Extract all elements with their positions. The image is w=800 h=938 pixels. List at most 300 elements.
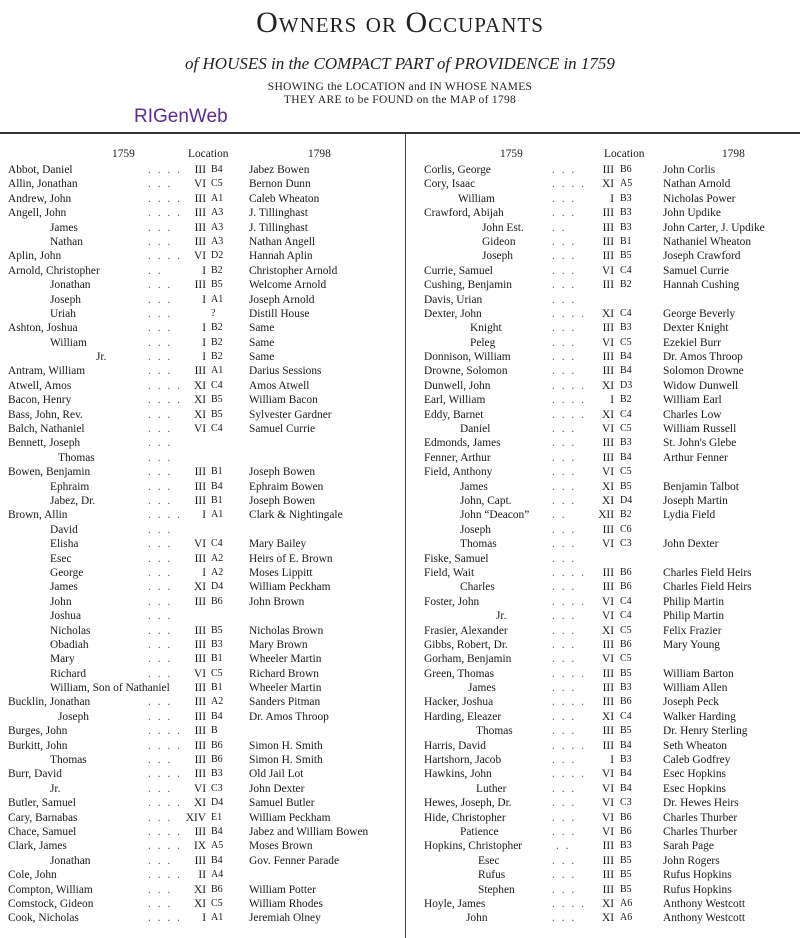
entry-grid: C3 bbox=[620, 797, 632, 809]
entry-name: Jabez, Dr. bbox=[50, 494, 96, 507]
entry-roman: VI bbox=[601, 768, 614, 781]
entry-name: Hawkins, John bbox=[424, 768, 492, 781]
entry-grid: B2 bbox=[211, 264, 223, 276]
entry-dots: . . . . bbox=[148, 250, 182, 263]
entry-owner-1798: Charles Thurber bbox=[663, 825, 738, 838]
entry-grid: B3 bbox=[211, 638, 223, 650]
entry-grid: B3 bbox=[620, 192, 632, 204]
entry-owner-1798: Sanders Pitman bbox=[249, 696, 321, 709]
entry-owner-1798: Caleb Godfrey bbox=[663, 754, 731, 767]
entry-owner-1798: John Corlis bbox=[663, 164, 716, 176]
entry-name: Frasier, Alexander bbox=[424, 624, 508, 637]
entry-roman: III bbox=[194, 365, 206, 378]
entry-owner-1798: Rufus Hopkins bbox=[663, 869, 732, 882]
entry-owner-1798: Nicholas Brown bbox=[249, 624, 324, 637]
entry-owner-1798: Richard Brown bbox=[249, 667, 319, 680]
entry-grid: B2 bbox=[620, 394, 632, 406]
entry-dots: . . . bbox=[552, 207, 577, 220]
rigenweb-logo: RIGenWeb bbox=[134, 106, 228, 127]
entry-name: Thomas bbox=[58, 451, 95, 464]
entry-name: Jonathan bbox=[50, 279, 91, 292]
header-rule bbox=[0, 132, 800, 134]
entry-owner-1798: William Peckham bbox=[249, 581, 331, 594]
entry-row bbox=[8, 796, 398, 810]
entry-row bbox=[8, 264, 398, 278]
entry-roman: III bbox=[194, 825, 206, 838]
entry-owner-1798: Nathan Arnold bbox=[663, 178, 731, 191]
entry-owner-1798: Wheeler Martin bbox=[249, 653, 322, 666]
entry-owner-1798: Dr. Amos Throop bbox=[249, 710, 329, 723]
entry-row bbox=[8, 293, 398, 307]
entry-roman: VI bbox=[193, 538, 206, 551]
entry-roman: VI bbox=[601, 466, 614, 479]
entry-dots: . . . bbox=[148, 365, 173, 378]
entry-grid: A1 bbox=[211, 509, 224, 521]
entry-dots: . . . bbox=[148, 854, 173, 867]
entry-name: Abbot, Daniel bbox=[8, 164, 73, 176]
entry-row bbox=[424, 796, 800, 810]
entry-name: Arnold, Christopher bbox=[8, 264, 100, 277]
entry-dots: . . . . bbox=[148, 379, 182, 392]
entry-owner-1798: Solomon Drowne bbox=[663, 365, 744, 378]
entry-grid: B4 bbox=[211, 164, 223, 175]
entry-owner-1798: Moses Lippitt bbox=[249, 566, 313, 579]
entry-name: Foster, John bbox=[424, 595, 480, 608]
entry-grid: B6 bbox=[620, 811, 632, 823]
entry-grid: A3 bbox=[211, 221, 224, 233]
entry-roman: III bbox=[602, 250, 614, 263]
entry-dots: . . . . bbox=[148, 739, 182, 752]
entry-row bbox=[424, 609, 800, 623]
entry-roman: VI bbox=[601, 653, 614, 666]
entry-roman: III bbox=[194, 221, 206, 234]
entry-owner-1798: Rufus Hopkins bbox=[663, 883, 732, 896]
entry-grid: B5 bbox=[620, 869, 632, 881]
entry-name: Hide, Christopher bbox=[424, 811, 506, 824]
header-1798: 1798 bbox=[308, 148, 331, 160]
entry-name: Joseph bbox=[460, 523, 492, 536]
entry-roman: VI bbox=[601, 264, 614, 277]
entry-row bbox=[424, 379, 800, 393]
entry-row bbox=[424, 667, 800, 681]
entry-roman: XI bbox=[193, 797, 206, 810]
entry-row bbox=[8, 624, 398, 638]
entry-dots: . . bbox=[556, 840, 571, 853]
entry-name: Hacker, Joshua bbox=[424, 696, 494, 709]
entry-roman: III bbox=[602, 235, 614, 248]
entry-name: Jr. bbox=[50, 782, 61, 795]
entry-name: Green, Thomas bbox=[424, 667, 495, 680]
entry-name: Ephraim bbox=[50, 480, 90, 493]
entry-name: James bbox=[460, 480, 488, 493]
entry-grid: C4 bbox=[211, 423, 223, 435]
entry-roman: VI bbox=[601, 538, 614, 551]
entry-row bbox=[424, 681, 800, 695]
entry-roman: III bbox=[194, 552, 206, 565]
entry-grid: B5 bbox=[211, 408, 223, 420]
entry-dots: . . . bbox=[552, 538, 577, 551]
entry-row bbox=[424, 422, 800, 436]
entry-owner-1798: Esec Hopkins bbox=[663, 782, 726, 795]
entry-dots: . . . bbox=[552, 192, 577, 205]
entry-row bbox=[424, 278, 800, 292]
entry-roman: XI bbox=[601, 624, 614, 637]
entry-grid: B2 bbox=[211, 336, 223, 348]
entry-row bbox=[8, 695, 398, 709]
entry-grid: B3 bbox=[620, 682, 632, 694]
entry-roman: XI bbox=[601, 912, 614, 925]
entry-name: Harding, Eleazer bbox=[424, 710, 502, 723]
entry-roman: III bbox=[194, 480, 206, 493]
entry-dots: . . . bbox=[148, 595, 173, 608]
entry-dots: . . . bbox=[552, 682, 577, 695]
entry-roman: VI bbox=[193, 782, 206, 795]
entry-grid: B1 bbox=[620, 235, 632, 247]
entry-row bbox=[424, 451, 800, 465]
entry-grid: B6 bbox=[211, 754, 223, 766]
entry-roman: XI bbox=[193, 394, 206, 407]
entry-owner-1798: Charles Thurber bbox=[663, 811, 738, 824]
entry-name: James bbox=[50, 581, 78, 594]
entry-row bbox=[424, 393, 800, 407]
entry-dots: . . . bbox=[552, 250, 577, 263]
entry-name: Drowne, Solomon bbox=[424, 365, 508, 378]
entry-roman: XI bbox=[601, 480, 614, 493]
entry-dots: . . . bbox=[148, 883, 173, 896]
entry-dots: . . . bbox=[552, 854, 577, 867]
entry-dots: . . . . bbox=[552, 379, 586, 392]
entry-dots: . . . bbox=[148, 811, 173, 824]
entry-row bbox=[424, 537, 800, 551]
entry-dots: . . . bbox=[148, 279, 173, 292]
entry-dots: . . bbox=[552, 221, 567, 234]
entry-dots: . . . bbox=[552, 624, 577, 637]
entry-dots: . . . bbox=[148, 494, 173, 507]
entry-grid: C4 bbox=[620, 307, 632, 319]
entry-grid: A2 bbox=[211, 552, 224, 564]
entry-owner-1798: Jeremiah Olney bbox=[249, 912, 321, 925]
entry-dots: . . . . bbox=[552, 408, 586, 421]
entry-row bbox=[424, 897, 800, 911]
entry-dots: . . . bbox=[552, 494, 577, 507]
entry-owner-1798: Simon H. Smith bbox=[249, 754, 323, 767]
entry-grid: B4 bbox=[211, 710, 223, 722]
entry-name: Aplin, John bbox=[8, 250, 62, 263]
entry-grid: B3 bbox=[620, 221, 632, 233]
entry-owner-1798: John Rogers bbox=[663, 854, 720, 867]
showing-line-1: SHOWING the LOCATION and IN WHOSE NAMES bbox=[267, 81, 533, 93]
entry-name: John bbox=[466, 912, 488, 925]
entry-owner-1798: Jabez Bowen bbox=[249, 164, 310, 176]
entry-dots: . . . bbox=[552, 451, 577, 464]
entry-owner-1798: George Beverly bbox=[663, 307, 736, 320]
entry-owner-1798: Charles Low bbox=[663, 408, 722, 421]
entry-owner-1798: Anthony Westcott bbox=[663, 912, 746, 925]
entry-row bbox=[424, 767, 800, 781]
entry-roman: VI bbox=[193, 423, 206, 436]
entry-row bbox=[424, 364, 800, 378]
entry-owner-1798: Arthur Fenner bbox=[663, 451, 728, 464]
entry-grid: B6 bbox=[211, 739, 223, 751]
entry-dots: . . . bbox=[552, 423, 577, 436]
entry-row bbox=[8, 350, 398, 364]
entry-name: Cushing, Benjamin bbox=[424, 279, 512, 292]
entry-row bbox=[8, 566, 398, 580]
entry-grid: B1 bbox=[211, 653, 223, 665]
entry-owner-1798: John Brown bbox=[249, 595, 305, 608]
entry-name: George bbox=[50, 566, 84, 579]
entry-owner-1798: Hannah Cushing bbox=[663, 279, 740, 292]
entry-grid: B5 bbox=[620, 250, 632, 262]
entry-dots: . . . bbox=[148, 523, 173, 536]
entry-dots: . . . bbox=[552, 869, 577, 882]
entry-row bbox=[424, 177, 800, 191]
entry-owner-1798: Mary Young bbox=[663, 638, 720, 651]
entry-row bbox=[8, 307, 398, 321]
left-column bbox=[8, 146, 398, 926]
entry-owner-1798: Benjamin Talbot bbox=[663, 480, 739, 493]
entry-grid: B6 bbox=[620, 581, 632, 593]
entry-roman: III bbox=[194, 739, 206, 752]
entry-dots: . . . bbox=[148, 480, 173, 493]
entry-grid: C3 bbox=[211, 782, 223, 794]
entry-grid: A1 bbox=[211, 192, 224, 204]
entry-name: Hopkins, Christopher bbox=[424, 840, 523, 853]
entry-row bbox=[8, 494, 398, 508]
entry-grid: B4 bbox=[620, 739, 632, 751]
entry-dots: . . . . bbox=[552, 394, 586, 407]
entry-name: Burges, John bbox=[8, 725, 68, 738]
entry-roman: VI bbox=[601, 336, 614, 349]
entry-row bbox=[424, 350, 800, 364]
entry-name: Joshua bbox=[50, 610, 82, 623]
entry-name: Dexter, John bbox=[424, 307, 482, 320]
entry-name: Bennett, Joseph bbox=[8, 437, 81, 450]
entry-roman: III bbox=[194, 768, 206, 781]
entry-owner-1798: Seth Wheaton bbox=[663, 739, 728, 752]
entry-dots: . . . bbox=[552, 279, 577, 292]
entry-row bbox=[8, 480, 398, 494]
entry-row bbox=[424, 163, 800, 177]
entry-name: Gibbs, Robert, Dr. bbox=[424, 638, 508, 651]
entry-roman: XI bbox=[601, 897, 614, 910]
entry-roman: III bbox=[194, 192, 206, 205]
entry-dots: . . . bbox=[552, 797, 577, 810]
entry-name: Gideon bbox=[482, 235, 516, 248]
entry-roman: IX bbox=[193, 840, 206, 853]
entry-roman: III bbox=[602, 566, 614, 579]
entry-roman: III bbox=[602, 221, 614, 234]
entry-grid: B5 bbox=[211, 394, 223, 406]
entry-owner-1798: Bernon Dunn bbox=[249, 178, 311, 191]
right-entries bbox=[424, 163, 800, 926]
entry-dots: . . . . bbox=[148, 394, 182, 407]
entry-dots: . . . bbox=[552, 883, 577, 896]
entry-grid: B6 bbox=[620, 566, 632, 578]
entry-owner-1798: John Dexter bbox=[249, 782, 305, 795]
entry-roman: VI bbox=[601, 825, 614, 838]
entry-roman: III bbox=[194, 235, 206, 248]
entry-row bbox=[8, 739, 398, 753]
entry-row bbox=[8, 681, 398, 695]
entry-roman: VI bbox=[601, 782, 614, 795]
entry-roman: III bbox=[194, 279, 206, 292]
entry-dots: . . . bbox=[148, 408, 173, 421]
entry-grid: C4 bbox=[620, 610, 632, 622]
entry-roman: III bbox=[602, 854, 614, 867]
entry-owner-1798: Sarah Page bbox=[663, 840, 714, 853]
entry-roman: XIV bbox=[185, 811, 206, 824]
entry-grid: C5 bbox=[620, 653, 632, 665]
entry-owner-1798: Gov. Fenner Parade bbox=[249, 854, 340, 867]
entry-owner-1798: John Updike bbox=[663, 207, 721, 220]
entry-row bbox=[424, 480, 800, 494]
entry-roman: III bbox=[194, 725, 206, 738]
entry-dots: . . . . bbox=[552, 897, 586, 910]
entry-dots: . . . bbox=[148, 638, 173, 651]
entry-row bbox=[424, 782, 800, 796]
entry-name: Stephen bbox=[478, 883, 515, 896]
entry-name: Eddy, Barnet bbox=[424, 408, 484, 421]
entry-roman: III bbox=[194, 854, 206, 867]
entry-dots: . . . bbox=[552, 710, 577, 723]
entry-owner-1798: Dexter Knight bbox=[663, 322, 729, 335]
entry-row bbox=[8, 595, 398, 609]
entry-grid: B4 bbox=[620, 782, 632, 794]
entry-roman: I bbox=[610, 192, 614, 205]
entry-row bbox=[424, 624, 800, 638]
entry-row bbox=[8, 537, 398, 551]
entry-dots: . . . bbox=[552, 912, 577, 925]
entry-dots: . . . bbox=[552, 825, 577, 838]
entry-roman: XI bbox=[193, 408, 206, 421]
entry-dots: . . . bbox=[552, 466, 577, 479]
entry-grid: C4 bbox=[620, 595, 632, 607]
entry-row bbox=[424, 465, 800, 479]
entry-row bbox=[8, 883, 398, 897]
entry-name: Brown, Allin bbox=[8, 509, 68, 522]
entry-row bbox=[424, 566, 800, 580]
entry-dots: . . . . bbox=[148, 725, 182, 738]
entry-grid: B2 bbox=[620, 509, 632, 521]
entry-roman: III bbox=[602, 869, 614, 882]
entry-dots: . . . . bbox=[552, 566, 586, 579]
entry-name: Jonathan bbox=[50, 854, 91, 867]
entry-row bbox=[8, 364, 398, 378]
entry-dots: . . . bbox=[148, 667, 173, 680]
left-entries bbox=[8, 163, 398, 926]
entry-row bbox=[424, 652, 800, 666]
entry-dots: . . . bbox=[148, 451, 173, 464]
entry-dots: . . . bbox=[552, 653, 577, 666]
entry-name: Fiske, Samuel bbox=[424, 552, 489, 565]
entry-dots: . . . bbox=[148, 336, 173, 349]
entry-name: Peleg bbox=[470, 336, 496, 349]
entry-owner-1798: J. Tillinghast bbox=[249, 221, 308, 234]
entry-row bbox=[424, 695, 800, 709]
entry-roman: III bbox=[602, 725, 614, 738]
entry-roman: VI bbox=[601, 610, 614, 623]
entry-roman: III bbox=[194, 710, 206, 723]
entry-name: William bbox=[50, 336, 87, 349]
entry-dots: . . . bbox=[148, 322, 173, 335]
entry-roman: I bbox=[610, 394, 614, 407]
entry-row bbox=[8, 393, 398, 407]
page-subtitle: of HOUSES in the COMPACT PART of PROVIDENCE in 1759 bbox=[185, 54, 615, 73]
entry-name: Field, Wait bbox=[424, 566, 475, 579]
entry-dots: . . . bbox=[148, 178, 173, 191]
entry-row bbox=[8, 897, 398, 911]
entry-owner-1798: Samuel Currie bbox=[663, 264, 730, 277]
entry-dots: . . . bbox=[148, 235, 173, 248]
entry-grid: C5 bbox=[620, 423, 632, 435]
entry-name: Joseph bbox=[482, 250, 514, 263]
entry-dots: . . . bbox=[552, 164, 577, 176]
entry-dots: . . . bbox=[148, 293, 173, 306]
entry-grid: C5 bbox=[620, 336, 632, 348]
entry-grid: C5 bbox=[211, 178, 223, 190]
entry-row bbox=[424, 436, 800, 450]
entry-roman: I bbox=[202, 264, 206, 277]
entry-owner-1798: Nathaniel Wheaton bbox=[663, 235, 752, 248]
entry-row bbox=[424, 710, 800, 724]
entry-grid: B4 bbox=[211, 854, 223, 866]
entry-row bbox=[424, 552, 800, 566]
entry-dots: . . . . bbox=[148, 509, 182, 522]
entry-roman: III bbox=[194, 682, 206, 695]
entry-roman: VI bbox=[601, 595, 614, 608]
entry-dots: . . . bbox=[552, 437, 577, 450]
entry-owner-1798: Nicholas Power bbox=[663, 192, 736, 205]
entry-grid: B3 bbox=[620, 754, 632, 766]
entry-dots: . . . bbox=[148, 696, 173, 709]
entry-dots: . . . bbox=[552, 322, 577, 335]
entry-grid: B5 bbox=[620, 883, 632, 895]
entry-dots: . . . . bbox=[148, 869, 182, 882]
entry-roman: XI bbox=[601, 307, 614, 320]
entry-row bbox=[424, 883, 800, 897]
entry-owner-1798: Philip Martin bbox=[663, 595, 725, 608]
entry-roman: VI bbox=[601, 811, 614, 824]
entry-name: Nicholas bbox=[50, 624, 91, 637]
entry-owner-1798: Darius Sessions bbox=[249, 365, 322, 378]
entry-roman: I bbox=[202, 351, 206, 364]
entry-grid: B1 bbox=[211, 494, 223, 506]
entry-name: Clark, James bbox=[8, 840, 67, 853]
entry-row bbox=[8, 206, 398, 220]
entry-name: Knight bbox=[470, 322, 502, 335]
entry-roman: III bbox=[602, 322, 614, 335]
entry-owner-1798: William Earl bbox=[663, 394, 722, 407]
entry-grid: B3 bbox=[620, 840, 632, 852]
entry-grid: B4 bbox=[211, 825, 223, 837]
entry-grid: B4 bbox=[620, 768, 632, 780]
entry-owner-1798: Dr. Hewes Heirs bbox=[663, 797, 739, 810]
entry-roman: I bbox=[202, 322, 206, 335]
entry-roman: III bbox=[602, 883, 614, 896]
entry-row bbox=[8, 868, 398, 882]
entry-roman: III bbox=[194, 638, 206, 651]
entry-row bbox=[8, 321, 398, 335]
entry-roman: III bbox=[194, 207, 206, 220]
entry-roman: I bbox=[610, 754, 614, 767]
entry-grid: D4 bbox=[211, 797, 224, 809]
entry-grid: C4 bbox=[211, 538, 223, 550]
entry-roman: III bbox=[194, 696, 206, 709]
entry-roman: I bbox=[202, 566, 206, 579]
entry-dots: . . . bbox=[552, 725, 577, 738]
entry-dots: . . . . bbox=[148, 192, 182, 205]
